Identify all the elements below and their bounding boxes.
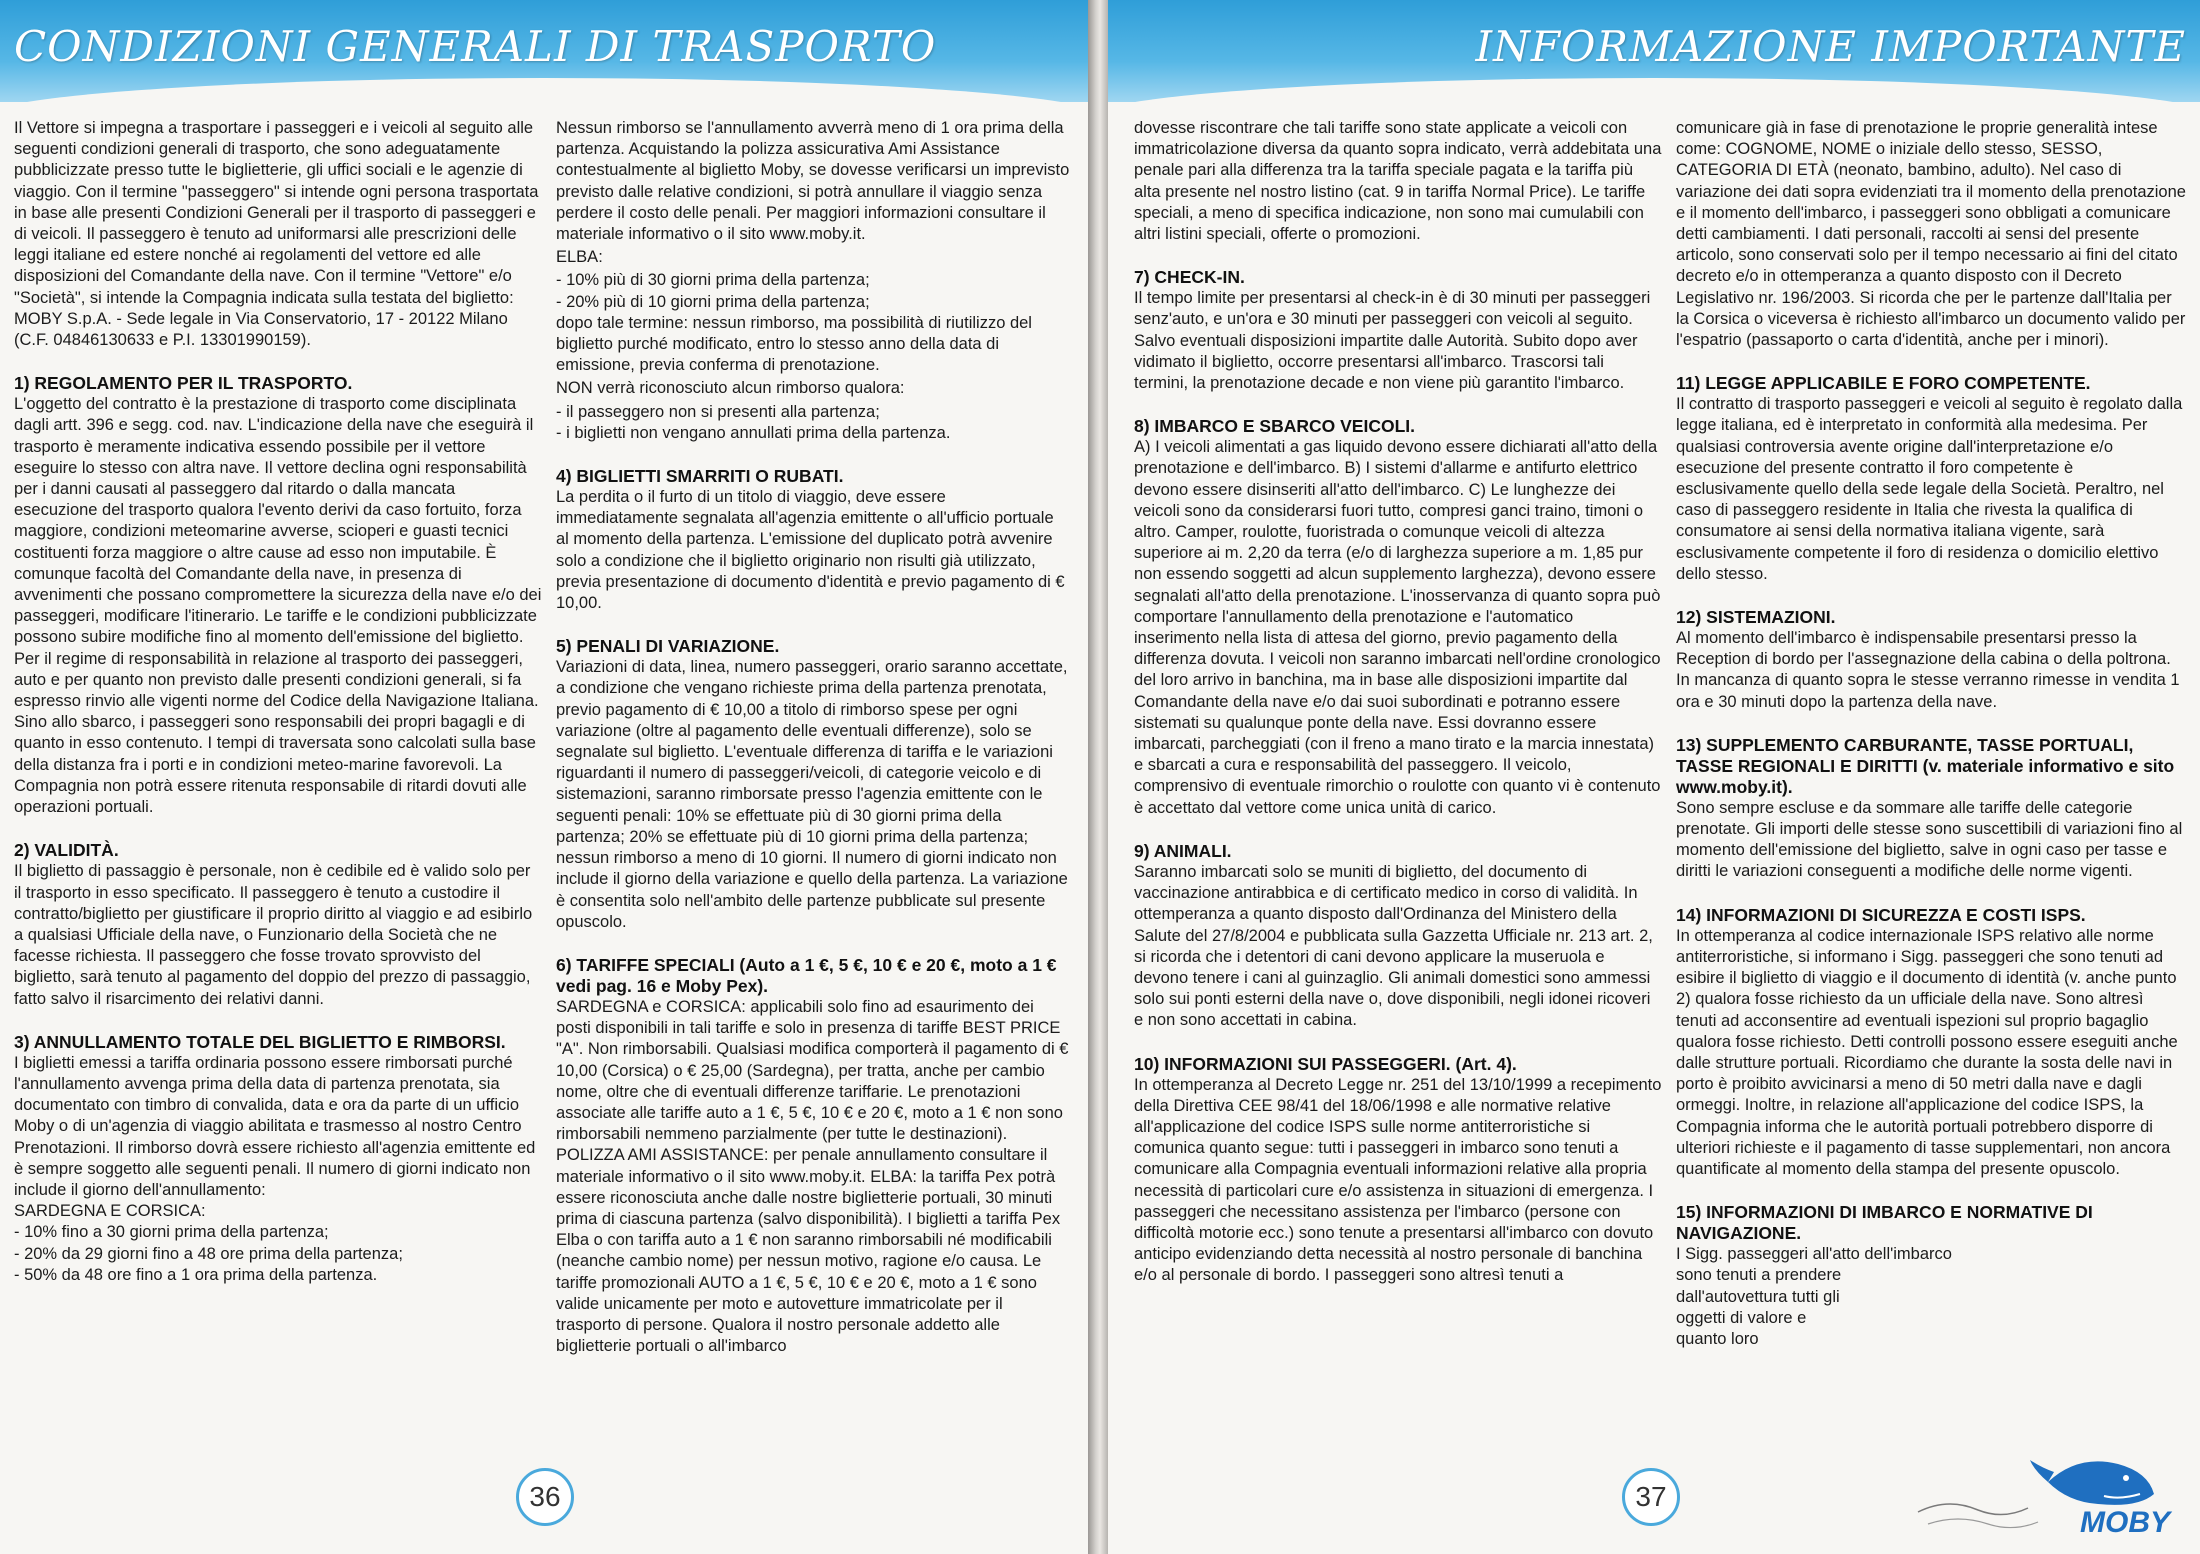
section-6-text: SARDEGNA e CORSICA: applicabili solo fino ad esaurimento dei posti disponibili in tali tariffe e solo in presenza di tariffe BEST PRICE "A". Non rimborsabili. Qualsiasi modifica comporterà il pagamento di € 10,00 (Corsica) o € 25,00 (Sardegna), per tratta, anche per cambio nome, oltre che di eventuali differenze tariffarie. Le prenotazioni associate alle tariffe auto a 1 €, 5 €, 10 € e 20 €, moto a 1 € non sono rimborsabili nemmeno parzialmente (per tutte le destinazioni). POLIZZA AMI ASSISTANCE: per penale annullamento consultare il materiale informativo o il sito www.moby.it. ELBA: la tariffa Pex potrà essere riconosciuta anche dalle nostre biglietterie portuali, 30 minuti prima di ciascuna partenza (salvo disponibilità). I biglietti a tariffa Pex Elba o con tariffa auto a 1 € non saranno rimborsabili né modificabili (neanche cambio nome) per nessun motivo, ragione e/o causa. Le tariffe promozionali AUTO a 1 €, 5 €, 10 € e 20 €, moto a 1 € sono valide unicamente per moto e autovetture immatricolate per il trasporto di persone. Qualora il nostro personale addetto alle biglietterie portuali o all'imbarco — [556, 997, 1069, 1356]
list-item: - 20% da 29 giorni fino a 48 ore prima della partenza; — [14, 1244, 403, 1263]
section-4-text: La perdita o il furto di un titolo di viaggio, deve essere immediatamente segnalata all'agenzia emittente o all'ufficio portuale al momento della partenza. L'emissione del duplicato potrà avvenire solo a condizione che il biglietto originario non risulti già utilizzato, previa presentazione di documento d'identità e previo pagamento di € 10,00. — [556, 488, 1065, 613]
left-column-1 — [14, 118, 542, 1286]
special-fares-continuation: dovesse riscontrare che tali tariffe sono state applicate a veicoli con immatricolazione diversa da quanto sopra indicato, verrà addebitata una penale pari alla differenza tra la tariffa speciale pagata e la tariffa più alta presente nel nostro listino (cat. 9 in tariffa Normal Price). Le tariffe speciali, a meno di specifica indicazione, non sono mai cumulabili con altri listini speciali, offerte o promozioni. — [1134, 119, 1662, 244]
section-5 — [556, 636, 1070, 933]
section-12-title: 12) SISTEMAZIONI. — [1676, 607, 1836, 628]
section-2 — [14, 840, 542, 1009]
refund-continuation: Nessun rimborso se l'annullamento avverrà meno di 1 ora prima della partenza. Acquistando la polizza assicurativa Ami Assistance contestualmente al biglietto Moby, se dovesse verificarsi un imprevisto previsto dalle relative condizioni, si potrà annullare il viaggio senza perdere il costo delle penali. Per maggiori informazioni consultare il materiale informativo o il sito www.moby.it. — [556, 119, 1070, 244]
section-3-subheading: SARDEGNA E CORSICA: — [14, 1202, 206, 1221]
list-item: - il passeggero non si presenti alla partenza; — [556, 402, 880, 421]
right-column-2 — [1676, 118, 2186, 1350]
section-6-title: 6) TARIFFE SPECIALI (Auto a 1 €, 5 €, 10 € e 20 €, moto a 1 € vedi pag. 16 e Moby Pex). — [556, 954, 1057, 996]
section-10-text: In ottemperanza al Decreto Legge nr. 251 del 13/10/1999 a recepimento della Direttiva CEE 98/41 del 18/06/1998 e alle normative relative all'applicazione del codice ISPS sulle norme antiterroristiche si comunica quanto segue: tutti i passeggeri in imbarco sono tenuti a comunicare alla Compagnia eventuali informazioni relative alla propria necessità di particolari cure e/o assistenza in situazioni di emergenza. I passeggeri che necessitano assistenza per l'imbarco (persone con difficoltà motorie ecc.) sono tenute a presentarsi all'imbarco con dovuto anticipo evidenziando detta necessità al nostro personale di banchina e/o al personale di bordo. I passeggeri sono altresì tenuti a — [1134, 1075, 1662, 1285]
section-2-text: Il biglietto di passaggio è personale, non è cedibile ed è valido solo per il trasporto in esso specificato. Il passeggero è tenuto a custodire il contratto/biglietto per giustificare il proprio diritto al viaggio e ad esibirlo a qualsiasi Ufficiale della nave, o Funzionario della Società che ne facesse richiesta. Il passeggero che fosse trovato sprovvisto del biglietto, sarà tenuto al pagamento del doppio del prezzo di passaggio, fatto salvo il risarcimento dei relativi danni. — [14, 862, 533, 1008]
section-15-title: 15) INFORMAZIONI DI IMBARCO E NORMATIVE DI NAVIGAZIONE. — [1676, 1202, 2093, 1244]
list-item: - 10% più di 30 giorni prima della partenza; — [556, 271, 870, 290]
section-11 — [1676, 373, 2186, 585]
section-2-title: 2) VALIDITÀ. — [14, 840, 119, 861]
section-3-title: 3) ANNULLAMENTO TOTALE DEL BIGLIETTO E RIMBORSI. — [14, 1031, 506, 1052]
section-13-title: 13) SUPPLEMENTO CARBURANTE, TASSE PORTUALI, TASSE REGIONALI E DIRITTI (v. materiale informativo e sito www.moby.it). — [1676, 734, 2175, 797]
section-1-text: L'oggetto del contratto è la prestazione di trasporto come disciplinata dagli artt. 396 e segg. cod. nav. L'indicazione della nave che eseguirà il trasporto è meramente indicativa essendo possibile per il vettore eseguire lo stesso con altra nave. Il vettore declina ogni responsabilità per i danni causati al passeggero dal ritardo o dalla mancata esecuzione del trasporto qualora l'evento derivi da caso fortuito, forza maggiore, condizioni meteomarine avverse, scioperi e guasti tecnici costituenti forza maggiore o altre cause ad esso non imputabile. È comunque facoltà del Comandante della nave, in presenza di avvenimenti che possano compromettere la sicurezza della nave e/o dei passeggeri, modificare l'itinerario. Le tariffe e le condizioni pubblicizzate possono subire modifiche fino al momento dell'emissione del biglietto. Per il regime di responsabilità in relazione al trasporto dei passeggeri, auto e per quanto non previsto dalle presenti condizioni generali, si fa espresso rinvio alle vigenti norme del Codice della Navigazione Italiana. Sino allo sbarco, i passeggeri sono responsabili dei propri bagagli e di quanto in esso contenuto. I tempi di traversata sono calcolati sulla base della distanza fra i porti e in condizioni meteo-marine favorevoli. La Compagnia non potrà essere ritenuta responsabile di ritardi dovuti alle operazioni portuali. — [14, 395, 542, 817]
section-15-line: oggetti di valore e — [1676, 1308, 1807, 1327]
section-7 — [1134, 267, 1662, 394]
page-number-37: 37 — [1622, 1468, 1680, 1526]
elba-heading: ELBA: — [556, 248, 603, 267]
section-13 — [1676, 735, 2186, 883]
section-11-title: 11) LEGGE APPLICABILE E FORO COMPETENTE. — [1676, 373, 2091, 394]
right-header-banner — [1108, 0, 2200, 102]
section-5-text: Variazioni di data, linea, numero passeggeri, orario saranno accettate, a condizione che vengano richieste prima della partenza prenotata, previo pagamento di € 10,00 a titolo di rimborso spese per ogni variazione (oltre al pagamento delle eventuali differenze), solo se segnalate sul biglietto. L'eventuale differenza di tariffa e le variazioni riguardanti il numero di passeggeri/veicoli, di categorie veicolo e di sistemazioni, saranno rimborsate presso l'agenzia emittente con le seguenti penali: 10% se effettuate più di 30 giorni prima della partenza; 20% se effettuate più di 10 giorni prima della partenza; nessun rimborso a meno di 10 giorni. Il numero di giorni indicato non include il giorno della variazione e quello della partenza. La variazione è consentita solo nell'ambito delle partenze pubblicate sul presente opuscolo. — [556, 658, 1068, 931]
page-number-36: 36 — [516, 1468, 574, 1526]
section-8-title: 8) IMBARCO E SBARCO VEICOLI. — [1134, 416, 1415, 437]
section-1 — [14, 373, 542, 818]
right-page — [1108, 0, 2200, 1554]
section-12-text: Al momento dell'imbarco è indispensabile presentarsi presso la Reception di bordo per l'assegnazione della cabina o della poltrona. In mancanza di quanto sopra le stesse verranno rimesse in vendita 1 ora e 30 minuti dopo la partenza della nave. — [1676, 629, 2180, 711]
section-5-title: 5) PENALI DI VARIAZIONE. — [556, 636, 780, 657]
section-10-title: 10) INFORMAZIONI SUI PASSEGGERI. (Art. 4). — [1134, 1053, 1517, 1074]
section-14-title: 14) INFORMAZIONI DI SICUREZZA E COSTI ISPS. — [1676, 904, 2086, 925]
no-refund-list — [556, 402, 1070, 444]
whale-logo-icon — [1908, 1442, 2188, 1538]
list-item: - 20% più di 10 giorni prima della partenza; — [556, 292, 870, 311]
left-header-title: CONDIZIONI GENERALI DI TRASPORTO — [14, 22, 937, 71]
section-7-title: 7) CHECK-IN. — [1134, 267, 1245, 288]
section-15-line: I Sigg. passeggeri all'atto dell'imbarco — [1676, 1245, 1952, 1264]
left-header-banner — [0, 0, 1088, 102]
section-3-list — [14, 1222, 542, 1286]
section-15-line: dall'autovettura tutti gli — [1676, 1287, 1840, 1306]
list-item: - i biglietti non vengano annullati prima della partenza. — [556, 423, 951, 442]
section-9-text: Saranno imbarcati solo se muniti di biglietto, del documento di vaccinazione antirabbica e di certificato medico in corso di validità. In ottemperanza a quanto disposto dall'Ordinanza del Ministero della Salute del 27/8/2004 e pubblicata sulla Gazzetta Ufficiale nr. 213 art. 2, si ricorda che i detentori di cani devono applicare la museruola e devono tenere i cani al guinzaglio. Gli animali domestici sono ammessi solo sui ponti esterni della nave o, dove disponibili, negli idonei ricoveri e non sono accettati in cabina. — [1134, 862, 1653, 1030]
section-13-text: Sono sempre escluse e da sommare alle tariffe delle categorie prenotate. Gli importi delle stesse sono suscettibili di variazioni fino al momento dell'emissione del biglietto, salve in ogni caso per tasse e diritti le variazioni conseguenti a modifiche delle norme vigenti. — [1676, 798, 2183, 881]
section-15-line: sono tenuti a prendere — [1676, 1266, 1842, 1285]
section-7-text: Il tempo limite per presentarsi al check-in è di 30 minuti per passeggeri senz'auto, e un'ora e 30 minuti per passeggeri con veicoli al seguito. Salvo eventuali disposizioni impartite dalle Autorità. Subito dopo aver vidimato il biglietto, occorre presentarsi all'imbarco. Trascorsi tali termini, la prenotazione decade e non viene più garantito l'imbarco. — [1134, 289, 1651, 393]
section-11-text: Il contratto di trasporto passeggeri e veicoli al seguito è regolato dalla legge italiana, ed è interpretato in conformità alla medesima. Per qualsiasi controversia avente origine dall'interpretazione e/o esecuzione del presente contratto il foro competente è esclusivamente quello della sede legale della Società. Peraltro, nel caso di passeggero residente in Italia che rivesta la qualifica di consumatore ai sensi della normativa italiana vigente, sarà esclusivamente competente il foro di residenza o domicilio elettivo dello stesso. — [1676, 395, 2183, 583]
elba-list — [556, 270, 1070, 312]
right-column-1 — [1134, 118, 1662, 1287]
section-8 — [1134, 416, 1662, 819]
section-1-title: 1) REGOLAMENTO PER IL TRASPORTO. — [14, 373, 353, 394]
section-14-text: In ottemperanza al codice internazionale ISPS relativo alle norme antiterroristiche, si informano i Sigg. passeggeri che sono tenuti ad esibire il biglietto di viaggio e il documento di identità (v. anche punto 2) qualora fosse richiesto da un ufficiale della nave. Sono altresì tenuti ad acconsentire ad eventuali ispezioni sul proprio bagaglio qualora fosse richiesto. Detti controlli possono essere eseguiti anche dalle strutture portuali. Ricordiamo che durante la sosta delle navi in porto è proibito avvicinarsi a meno di 50 metri dalla nave e dagli ormeggi. Inoltre, in relazione all'applicazione del codice ISPS, la Compagnia informa che le autorità portuali potrebbero disporre di ulteriori richieste e il pagamento di tasse supplementari, non ancora quantificate al momento della stampa del presente opuscolo. — [1676, 926, 2178, 1178]
section-3-text: I biglietti emessi a tariffa ordinaria possono essere rimborsati purché l'annullamento avvenga prima della data di partenza prenotata, sia documentato con timbro di convalida, data e ora da parte di un ufficio Moby o di un'agenzia di viaggio abilitata e trasmesso al nostro Centro Prenotazioni. Il rimborso dovrà essere richiesto all'agenzia emittente ed è sempre soggetto alle seguenti penali. Il numero di giorni indicato non include il giorno dell'annullamento: — [14, 1053, 536, 1199]
section-4-title: 4) BIGLIETTI SMARRITI O RUBATI. — [556, 466, 844, 487]
section-15 — [1676, 1202, 2186, 1350]
list-item: - 50% da 48 ore fino a 1 ora prima della partenza. — [14, 1265, 378, 1284]
elba-after-text: dopo tale termine: nessun rimborso, ma possibilità di riutilizzo del biglietto purché modificato, entro lo stesso anno della data di emissione, previa conferma di prenotazione. — [556, 313, 1032, 375]
right-header-title: INFORMAZIONE IMPORTANTE — [1475, 22, 2186, 71]
section-4 — [556, 466, 1070, 614]
section-9 — [1134, 841, 1662, 1032]
moby-logo — [1908, 1442, 2188, 1538]
logo-text: MOBY — [2080, 1506, 2170, 1538]
section-10 — [1134, 1054, 1662, 1287]
section-14 — [1676, 905, 2186, 1180]
section-12 — [1676, 607, 2186, 713]
book-gutter — [1088, 0, 1108, 1554]
left-column-2 — [556, 118, 1070, 1357]
no-refund-heading: NON verrà riconosciuto alcun rimborso qualora: — [556, 379, 905, 398]
intro-paragraph: Il Vettore si impegna a trasportare i passeggeri e i veicoli al seguito alle seguenti condizioni generali di trasporto, che sono adeguatamente pubblicizzate presso tutte le biglietterie, gli uffici sociali e le agenzie di viaggio. Con il termine "passeggero" si intende ogni persona trasportata in base alle presenti Condizioni Generali per il trasporto di passeggeri e di veicoli. Il passeggero è tenuto ad uniformarsi alle prescrizioni delle leggi italiane ed estere nonché ai regolamenti del vettore ed alle disposizioni del Comandante della nave. Con il termine "Vettore" e/o "Società", si intende la Compagnia indicata sulla testata del biglietto: MOBY S.p.A. - Sede legale in Via Conservatorio, 17 - 20122 Milano (C.F. 04846130633 e P.I. 13301990159). — [14, 119, 539, 350]
section-6 — [556, 955, 1070, 1357]
passenger-info-continuation: comunicare già in fase di prenotazione le proprie generalità intese come: COGNOME, NOME o iniziale dello stesso, SESSO, CATEGORIA DI ETÀ (neonato, bambino, adulto). Nel caso di variazione dei dati sopra evidenziati tra il momento della prenotazione e il momento dell'imbarco, i passeggeri sono obbligati a comunicare detti cambiamenti. I dati personali, raccolti ai sensi del presente articolo, sono conservati solo per il tempo necessario ai fini del citato decreto e/o in ottemperanza a quanto disposto con il Decreto Legislativo nr. 196/2003. Si ricorda che per le partenze dall'Italia per la Corsica o viceversa è richiesto all'imbarco un documento valido per l'espatrio (passaporto o carta d'identità, anche per i minori). — [1676, 119, 2186, 350]
section-15-line: quanto loro — [1676, 1329, 1759, 1348]
section-3 — [14, 1032, 542, 1286]
section-8-text: A) I veicoli alimentati a gas liquido devono essere dichiarati all'atto della prenotazione e dell'imbarco. B) I sistemi d'allarme e antifurto elettrico devono essere disinseriti all'atto dell'imbarco. C) Le lunghezze dei veicoli sono da considerarsi fuori tutto, compresi ganci traino, timoni o altro. Camper, roulotte, fuoristrada o comunque veicoli di altezza superiore ai m. 2,20 da terra (e/o di larghezza superiore a m. 1,85 pur non essendo soggetti ad alcun supplemento larghezza), devono essere segnalati all'atto della prenotazione. L'inosservanza di quanto sopra può comportare l'annullamento della prenotazione e l'automatico inserimento nella lista di attesa del giorno, previo pagamento della differenza dovuta. I veicoli non saranno imbarcati nell'ordine cronologico del loro arrivo in banchina, ma in base alle disposizioni impartite dal Comandante della nave e/o dai suoi subordinati e potranno essere sistemati su qualunque ponte della nave. Essi dovranno essere imbarcati, parcheggiati (con il freno a mano tirato e la marcia innestata) e sbarcati a cura e responsabilità del passeggero. Il veicolo, comprensivo di eventuale rimorchio o roulotte con quanto vi è contenuto è accettato dal vettore come unica unità di carico. — [1134, 438, 1661, 817]
section-9-title: 9) ANIMALI. — [1134, 840, 1232, 861]
list-item: - 10% fino a 30 giorni prima della partenza; — [14, 1223, 329, 1242]
left-page — [0, 0, 1088, 1554]
